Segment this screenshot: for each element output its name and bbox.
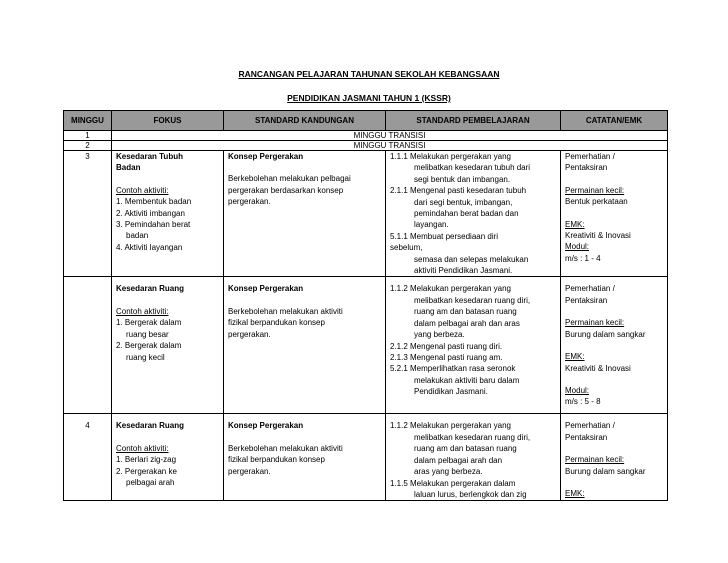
minggu-cell: 3 <box>64 151 112 277</box>
sk-line: pergerakan. <box>228 329 271 339</box>
sp-line: melibatkan kesedaran tubuh dari <box>414 163 531 173</box>
list-item: 4. Aktiviti layangan <box>116 242 183 252</box>
document-subtitle: PENDIDIKAN JASMANI TAHUN 1 (KSSR) <box>287 93 451 103</box>
table-row <box>64 151 668 277</box>
permainan-value: Burung dalam sangkar <box>565 466 646 476</box>
sk-line: pergerakan. <box>228 466 271 476</box>
list-item: 3. Pemindahan berat <box>116 220 191 230</box>
sk-title: Konsep Pergerakan <box>228 152 304 161</box>
list-item: pelbagai arah <box>126 478 175 488</box>
sk-line: pergerakan. <box>228 197 271 207</box>
sp-line: melakukan aktiviti baru dalam <box>414 375 520 385</box>
contoh-label: Contoh aktiviti: <box>116 306 169 316</box>
sp-line: aktiviti Pendidikan Jasmani. <box>414 266 513 276</box>
transition-cell: MINGGU TRANSISI <box>112 141 668 151</box>
fokus-cell <box>112 151 224 277</box>
header-standard-pembelajaran: STANDARD PEMBELAJARAN <box>386 111 561 131</box>
fokus-title: Kesedaran Tubuh <box>116 152 183 161</box>
catatan-line: Pentaksiran <box>565 295 608 305</box>
permainan-value: Burung dalam sangkar <box>565 329 646 339</box>
sp-line: 1.1.2 Melakukan pergerakan yang <box>390 421 511 431</box>
sk-line: Berkebolehan melakukan aktiviti <box>228 443 343 453</box>
catatan-cell <box>561 414 668 501</box>
sp-line: 2.1.3 Mengenal pasti ruang am. <box>390 352 503 362</box>
list-item: 1. Membentuk badan <box>116 197 192 207</box>
emk-value: Kreativiti & Inovasi <box>565 231 631 241</box>
permainan-label: Permainan kecil: <box>565 185 625 195</box>
contoh-label: Contoh aktiviti: <box>116 443 169 453</box>
standard-kandungan-cell <box>224 277 386 414</box>
header-minggu: MINGGU <box>64 111 112 131</box>
standard-pembelajaran-cell <box>386 414 561 501</box>
emk-label: EMK: <box>565 219 585 229</box>
catatan-cell <box>561 277 668 414</box>
lesson-plan-table <box>63 110 668 501</box>
standard-pembelajaran-cell <box>386 277 561 414</box>
sp-line: yang berbeza. <box>414 330 465 340</box>
header-row <box>64 111 668 131</box>
table-row <box>64 131 668 141</box>
header-fokus: FOKUS <box>112 111 224 131</box>
modul-label: Modul: <box>565 385 590 395</box>
transition-cell: MINGGU TRANSISI <box>112 131 668 141</box>
list-item: 2. Bergerak dalam <box>116 341 182 351</box>
list-item: 1. Bergerak dalam <box>116 318 182 328</box>
modul-value: m/s : 1 - 4 <box>565 253 601 263</box>
sp-line: aras yang berbeza. <box>414 467 483 477</box>
sp-line: dari segi bentuk, imbangan, <box>414 197 513 207</box>
list-item: 2. Aktiviti imbangan <box>116 208 185 218</box>
list-item: badan <box>126 231 149 241</box>
sp-line: melibatkan kesedaran ruang diri, <box>414 295 531 305</box>
list-item: ruang kecil <box>126 352 165 362</box>
minggu-cell: 4 <box>64 414 112 501</box>
modul-label: Modul: <box>565 242 590 252</box>
catatan-line: Pentaksiran <box>565 163 608 173</box>
header-standard-kandungan: STANDARD KANDUNGAN <box>224 111 386 131</box>
standard-kandungan-cell <box>224 414 386 501</box>
sp-line: dalam pelbagai arah dan aras <box>414 318 520 328</box>
standard-kandungan-cell <box>224 151 386 277</box>
sk-line: Berkebolehan melakukan aktiviti <box>228 306 343 316</box>
sp-line: melibatkan kesedaran ruang diri, <box>414 432 531 442</box>
list-item: 1. Berlari zig-zag <box>116 455 177 465</box>
sp-line: segi bentuk dan imbangan. <box>414 174 511 184</box>
catatan-cell <box>561 151 668 277</box>
fokus-cell <box>112 277 224 414</box>
sk-title: Konsep Pergerakan <box>228 421 304 431</box>
sk-title: Konsep Pergerakan <box>228 284 304 294</box>
sp-line: 5.2.1 Memperlihatkan rasa seronok <box>390 364 516 374</box>
modul-value: m/s : 5 - 8 <box>565 397 601 407</box>
sp-line: semasa dan selepas melakukan <box>414 254 529 264</box>
catatan-line: Pemerhatian / <box>565 421 615 431</box>
sp-line: layangan. <box>414 220 449 230</box>
table-row <box>64 277 668 414</box>
sp-line: 2.1.1 Mengenal pasti kesedaran tubuh <box>390 186 527 196</box>
sp-line: 2.1.2 Mengenal pasti ruang diri. <box>390 341 503 351</box>
permainan-value: Bentuk perkataan <box>565 197 628 207</box>
sp-line: sebelum, <box>390 243 423 253</box>
permainan-label: Permainan kecil: <box>565 318 625 328</box>
sp-line: ruang am dan batasan ruang <box>414 307 517 317</box>
document-title: RANCANGAN PELAJARAN TAHUNAN SEKOLAH KEBANGSAAN <box>238 69 500 79</box>
sp-line: 1.1.1 Melakukan pergerakan yang <box>390 152 511 161</box>
sk-line: Berkebolehan melakukan pelbagai <box>228 174 351 184</box>
catatan-line: Pemerhatian / <box>565 284 615 294</box>
fokus-title: Kesedaran Ruang <box>116 284 185 294</box>
header-catatan: CATATAN/EMK <box>561 111 668 131</box>
fokus-cell <box>112 414 224 501</box>
permainan-label: Permainan kecil: <box>565 455 625 465</box>
catatan-line: Pemerhatian / <box>565 152 615 161</box>
contoh-label: Contoh aktiviti: <box>116 185 169 195</box>
table-row <box>64 414 668 501</box>
emk-label: EMK: <box>565 352 585 362</box>
sp-line: pemindahan berat badan dan <box>414 209 519 219</box>
sk-line: pergerakan berdasarkan konsep <box>228 185 344 195</box>
catatan-line: Pentaksiran <box>565 432 608 442</box>
sp-line: dalam pelbagai arah dan <box>414 455 503 465</box>
sp-line: Pendidikan Jasmani. <box>414 387 488 397</box>
emk-value: Kreativiti & Inovasi <box>565 363 631 373</box>
sp-line: 5.1.1 Membuat persediaan diri <box>390 231 499 241</box>
fokus-title: Badan <box>116 163 141 173</box>
table-row <box>64 141 668 151</box>
minggu-cell <box>64 277 112 414</box>
sp-line: ruang am dan batasan ruang <box>414 444 517 454</box>
list-item: 2. Pergerakan ke <box>116 466 177 476</box>
sp-line: laluan lurus, berlengkok dan zig <box>414 489 527 499</box>
emk-label: EMK: <box>565 489 585 499</box>
sk-line: fizikal berpandukan konsep <box>228 455 325 465</box>
sp-line: 1.1.5 Melakukan pergerakan dalam <box>390 478 516 488</box>
list-item: ruang besar <box>126 329 169 339</box>
sk-line: fizikal berpandukan konsep <box>228 318 325 328</box>
standard-pembelajaran-cell <box>386 151 561 277</box>
minggu-cell: 2 <box>64 141 112 151</box>
sp-line: 1.1.2 Melakukan pergerakan yang <box>390 284 511 294</box>
minggu-cell: 1 <box>64 131 112 141</box>
fokus-title: Kesedaran Ruang <box>116 421 185 431</box>
